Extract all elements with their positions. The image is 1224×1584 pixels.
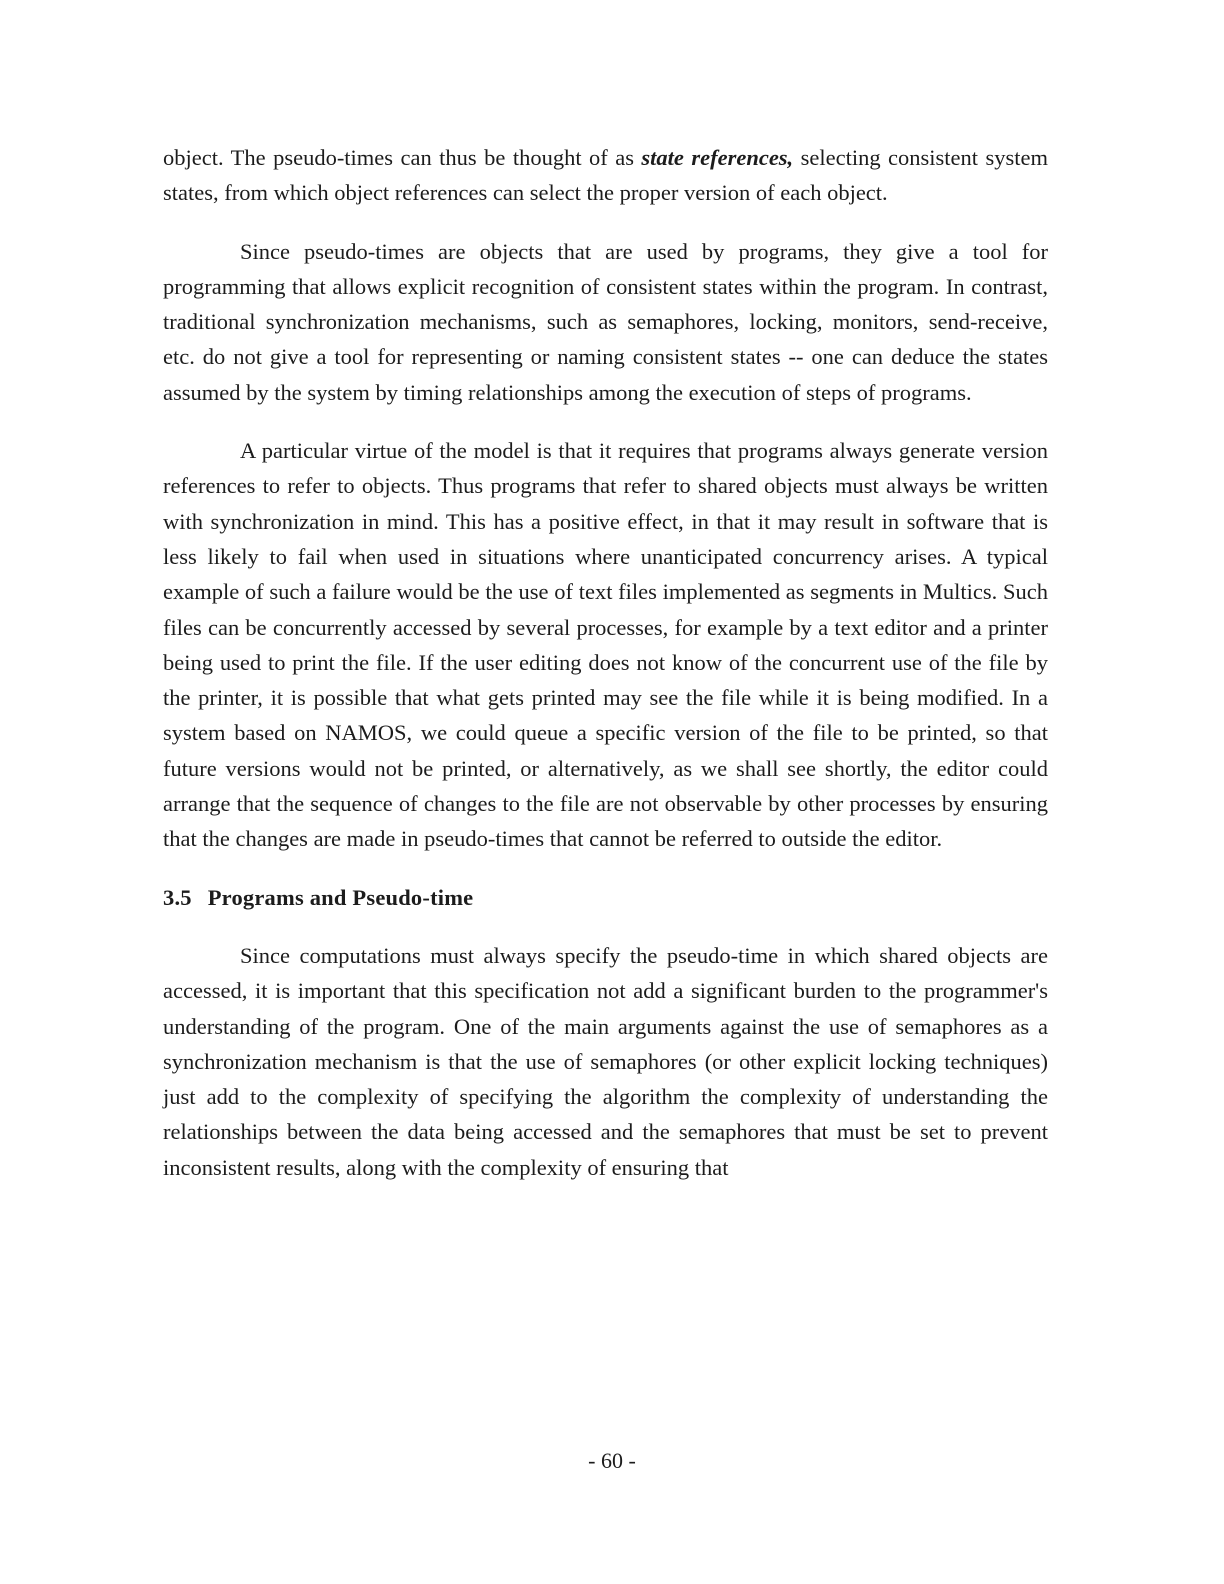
paragraph-section-body: Since computations must always specify the pseudo-time in which shared objects are accessed, it is important that this specification not add a significant burden to the programmer's understanding of the program. One of the main arguments against the use of semaphores as a synchronization mechanism is that the use of semaphores (or other explicit locking techniques) just add to the complexity of specifying the algorithm the complexity of understanding the relationships between the data being accessed and the semaphores that must be set to prevent inconsistent results, along with the complexity of ensuring that (163, 942, 1048, 1180)
section-title: Programs and Pseudo-time (207, 884, 474, 910)
section-heading (163, 880, 1048, 915)
section-number: 3.5 (163, 884, 192, 910)
paragraph-text: selecting consistent system states, from which object references can select the proper version of each object. (163, 145, 1048, 206)
paragraph-model-virtue: A particular virtue of the model is that it requires that programs always generate version references to refer to objects. Thus programs that refer to shared objects must always be written with synchronization in mind. This has a positive effect, in that it may result in software that is less likely to fail when used in situations where unanticipated concurrency arises. A typical example of such a failure would be the use of text files implemented as segments in Multics. Such files can be concurrently accessed by several processes, for example by a text editor and a printer being used to print the file. If the user editing does not know of the concurrent use of the file by the printer, it is possible that what gets printed may see the file while it is being modified. In a system based on NAMOS, we could queue a specific version of the file to be printed, so that future versions would not be printed, or alternatively, as we shall see shortly, the editor could arrange that the sequence of changes to the file are not observable by other processes by ensuring that the changes are made in pseudo-times that cannot be referred to outside the editor. (163, 438, 1048, 852)
paragraph-pseudo-times-tool: Since pseudo-times are objects that are used by programs, they give a tool for programming that allows explicit recognition of consistent states within the program. In contrast, traditional synchronization mechanisms, such as semaphores, locking, monitors, send-receive, etc. do not give a tool for representing or naming consistent states -- one can deduce the states assumed by the system by timing relationships among the execution of steps of programs. (163, 238, 1048, 405)
page-body (163, 140, 1048, 1208)
page-number: - 60 - (588, 1448, 636, 1473)
paragraph-state-references (163, 140, 1048, 211)
paragraph-text: object. The pseudo-times can thus be thought of as (163, 145, 642, 170)
emphasized-term: state references, (641, 145, 794, 170)
